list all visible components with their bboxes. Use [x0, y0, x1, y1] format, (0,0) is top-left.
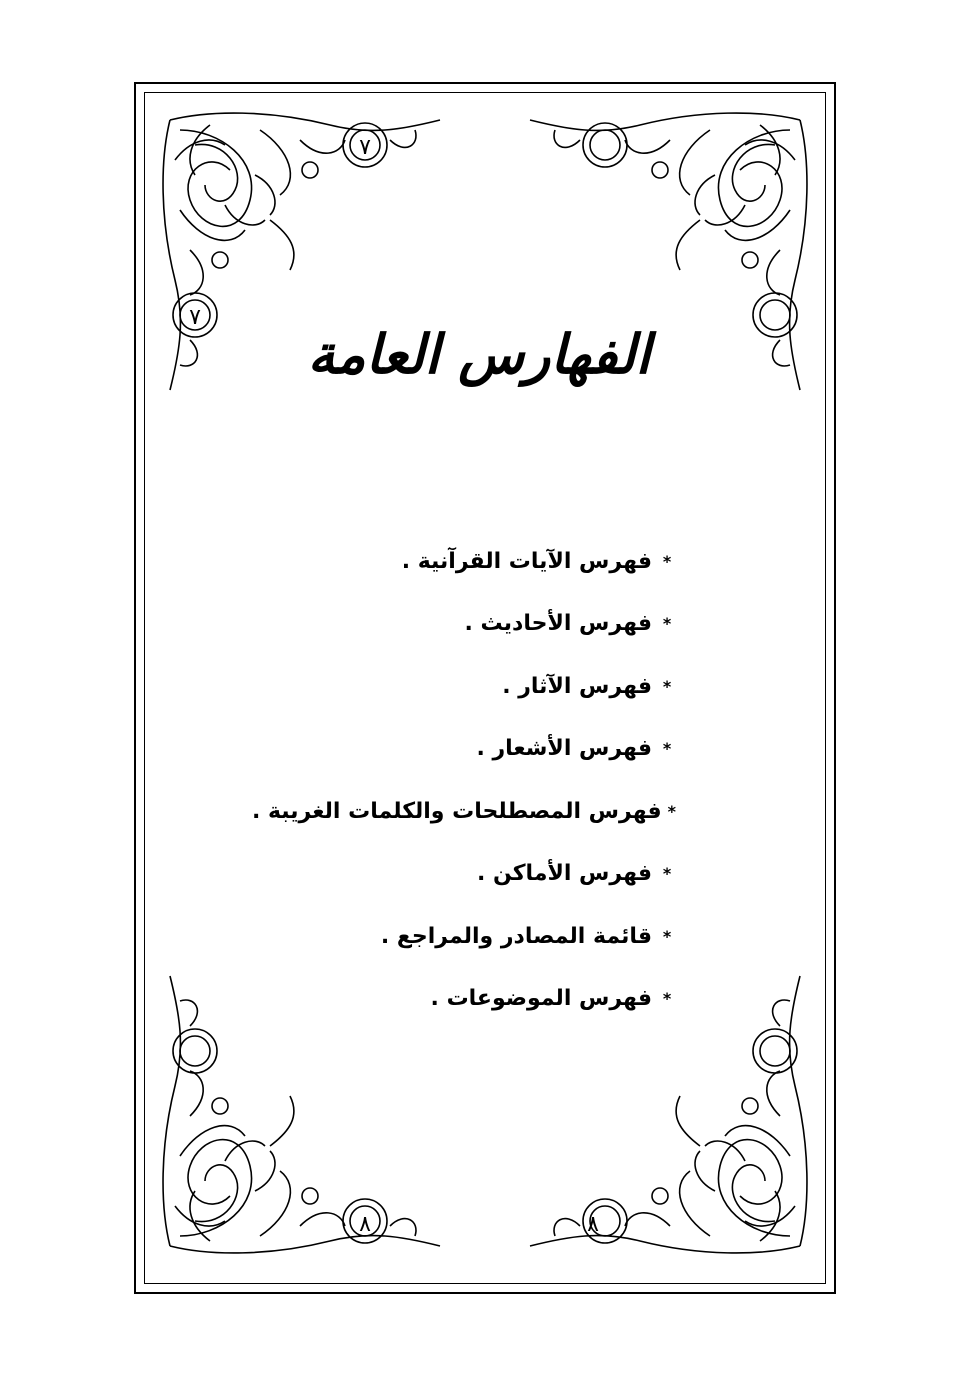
list-item[interactable]	[256, 843, 676, 906]
list-item-label: فهرس الموضوعات .	[430, 986, 652, 1012]
list-item[interactable]	[256, 905, 676, 968]
bullet-icon: *	[662, 739, 672, 759]
bullet-icon: *	[667, 801, 676, 821]
bullet-icon: *	[662, 551, 672, 571]
medallion-numeral: ٧	[359, 135, 371, 160]
list-item[interactable]	[256, 968, 676, 1031]
bullet-icon: *	[662, 989, 672, 1009]
list-item[interactable]	[256, 593, 676, 656]
list-item-label: فهرس الأماكن .	[476, 861, 652, 887]
medallion-numeral: ٧	[189, 305, 201, 330]
bullet-icon: *	[662, 614, 672, 634]
page-title: الفهارس العامة	[307, 322, 651, 386]
list-item-label: فهرس الآثار .	[502, 673, 652, 699]
list-item[interactable]	[256, 655, 676, 718]
bullet-icon: *	[662, 926, 672, 946]
list-item-label: فهرس الآيات القرآنية .	[401, 548, 652, 574]
list-item-label: فهرس المصطلحات والكلمات الغريبة .	[251, 798, 662, 824]
bullet-icon: *	[662, 676, 672, 696]
list-item[interactable]	[251, 780, 676, 843]
list-item[interactable]	[256, 530, 676, 593]
list-item-label: قائمة المصادر والمراجع .	[380, 923, 652, 949]
medallion-numeral: ٨	[587, 1212, 599, 1237]
bullet-icon: *	[662, 864, 672, 884]
list-item-label: فهرس الأشعار .	[476, 736, 652, 762]
index-list	[251, 530, 676, 1030]
medallion-numeral: ٨	[359, 1212, 371, 1237]
list-item[interactable]	[256, 718, 676, 781]
list-item-label: فهرس الأحاديث .	[464, 611, 652, 637]
